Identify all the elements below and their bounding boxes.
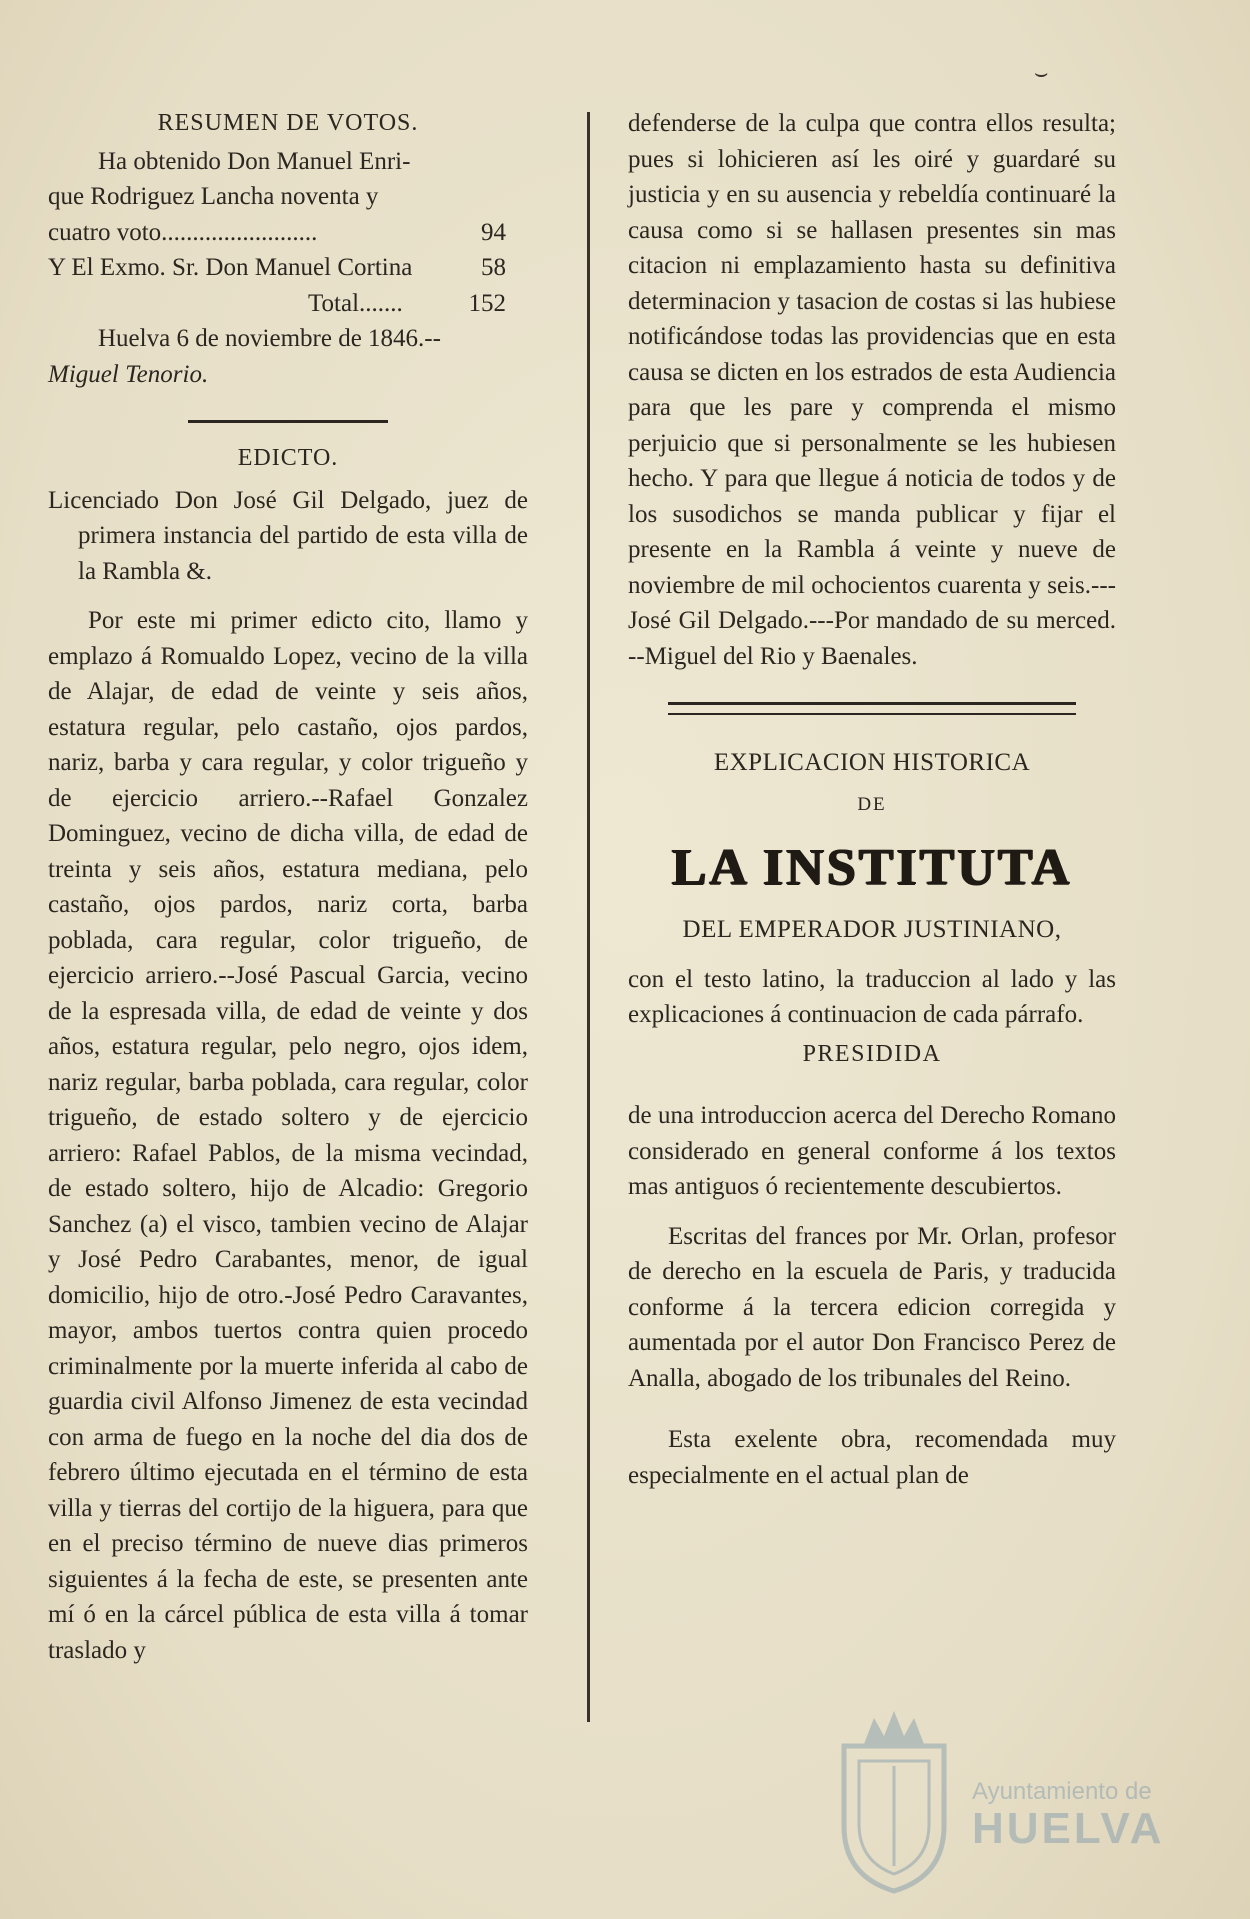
resumen-text: [48, 144, 528, 393]
vote-label: cuatro voto.........................: [48, 218, 318, 246]
vote-label: Y El Exmo. Sr. Don Manuel Cortina: [48, 254, 413, 281]
right-column: [628, 106, 1116, 1493]
ad-subtitle: DEL EMPERADOR JUSTINIANO,: [682, 916, 1062, 943]
ad-paragraph: con el testo latino, la traduccion al lado y las explicaciones á continuacion de cada párrafo.: [628, 965, 1116, 1028]
column-divider: [587, 112, 590, 1722]
coat-of-arms-icon: [834, 1706, 954, 1896]
total-count: 152: [468, 289, 506, 317]
resumen-heading: RESUMEN DE VOTOS.: [157, 110, 419, 136]
ad-paragraph: de una introduccion acerca del Derecho Romano considerado en general conforme á los textos mas antiguos ó recientemente descubiertos.: [628, 1102, 1116, 1200]
vote-count: 94: [481, 218, 506, 246]
edicto-heading: EDICTO.: [237, 445, 339, 471]
ad-de: DE: [857, 793, 887, 815]
signature: Miguel Tenorio.: [48, 360, 209, 388]
watermark-line2: HUELVA: [972, 1804, 1165, 1853]
resumen-line: que Rodriguez Lancha noventa y: [48, 183, 379, 210]
edicto-body: Por este mi primer edicto cito, llamo y emplazo á Romualdo Lopez, vecino de la villa de Alajar, de edad de veinte y seis años, estatura regular, pelo castaño, ojos pardos, nariz, barba y cara regular, y color trigueño y de ejercicio arriero.--Rafael Gonzalez Dominguez, vecino de dicha villa, de edad de treinta y seis años, estatura mediana, pelo castaño, ojos pardos, nariz corta, barba poblada, cara regular, color trigueño, de ejercicio arriero.--José Pascual Garcia, vecino de la espresada villa, de edad de veinte y dos años, estatura regular, pelo negro, ojos idem, nariz regular, barba poblada, cara regular, color trigueño, de estado soltero y de ejercicio arriero: Rafael Pablos, de la misma vecindad, de estado soltero, hijo de Alcadio: Gregorio Sanchez (a) el visco, tambien vecino de Alajar y José Pedro Carabantes, menor, de igual domicilio, hijo de otro.-José Pedro Caravantes, mayor, ambos tuertos contra quien procedo criminalmente por la muerte inferida al cabo de guardia civil Alfonso Jimenez de esta vecindad con arma de fuego en la noche del dia dos de febrero último ejecutada en el término de esta villa y tierras del cortijo de la higuera, para que en el preciso término de nueve dias primeros siguientes á la fecha de este, se presenten ante mí ó en la cárcel pública de esta villa á tomar traslado y: [48, 607, 528, 1664]
ad-paragraph: Esta exelente obra, recomendada muy especialmente en el actual plan de: [628, 1426, 1116, 1489]
watermark-line1: Ayuntamiento de: [972, 1778, 1152, 1805]
vote-row: [48, 250, 528, 286]
vote-row: [48, 215, 528, 251]
total-row: [78, 286, 528, 322]
total-label: Total.......: [308, 289, 403, 317]
ad-presidida: PRESIDIDA: [802, 1040, 942, 1067]
library-watermark: [834, 1706, 1234, 1906]
resumen-line: Ha obtenido Don Manuel Enri-: [98, 147, 411, 175]
date-line: Huelva 6 de noviembre de 1846.--: [98, 325, 441, 352]
ad-paragraph: Escritas del frances por Mr. Orlan, profesor de derecho en la escuela de Paris, y traducida conforme á la tercera edicion corregida y aumentada por el autor Don Francisco Perez de Analla, abogado de los tribunales del Reino.: [628, 1222, 1116, 1392]
edicto-continuation: defenderse de la culpa que contra ellos resulta; pues si lohicieren así les oiré y guardaré su justicia y en su ausencia y rebeldía continuaré la causa como si se hallasen presentes sin mas citacion ni emplazamiento hasta su definitiva determinacion y tasacion de costas si las hubiese notificándose todas las providencias que en esta causa se dicten en los estrados de esta Audiencia para que les pare y comprenda el mismo perjuicio que si personalmente se les hubiesen hecho. Y para que llegue á noticia de todos y de los susodichos se manda publicar y fijar el presente en la Rambla á veinte y nueve de noviembre de mil ochocientos cuarenta y seis.---José Gil Delgado.---Por mandado de su merced. --Miguel del Rio y Baenales.: [628, 110, 1116, 670]
left-column: [48, 106, 528, 1668]
section-divider: [188, 420, 388, 423]
edicto-intro: Licenciado Don José Gil Delgado, juez de primera instancia del partido de esta villa de la Rambla &.: [48, 486, 528, 585]
vote-count: 58: [481, 254, 506, 281]
ad-main-title: LA INSTITUTA: [671, 839, 1073, 896]
ad-title: EXPLICACION HISTORICA: [713, 749, 1031, 776]
section-divider: [668, 702, 1076, 715]
pen-mark-icon: ⌣: [1034, 60, 1049, 85]
